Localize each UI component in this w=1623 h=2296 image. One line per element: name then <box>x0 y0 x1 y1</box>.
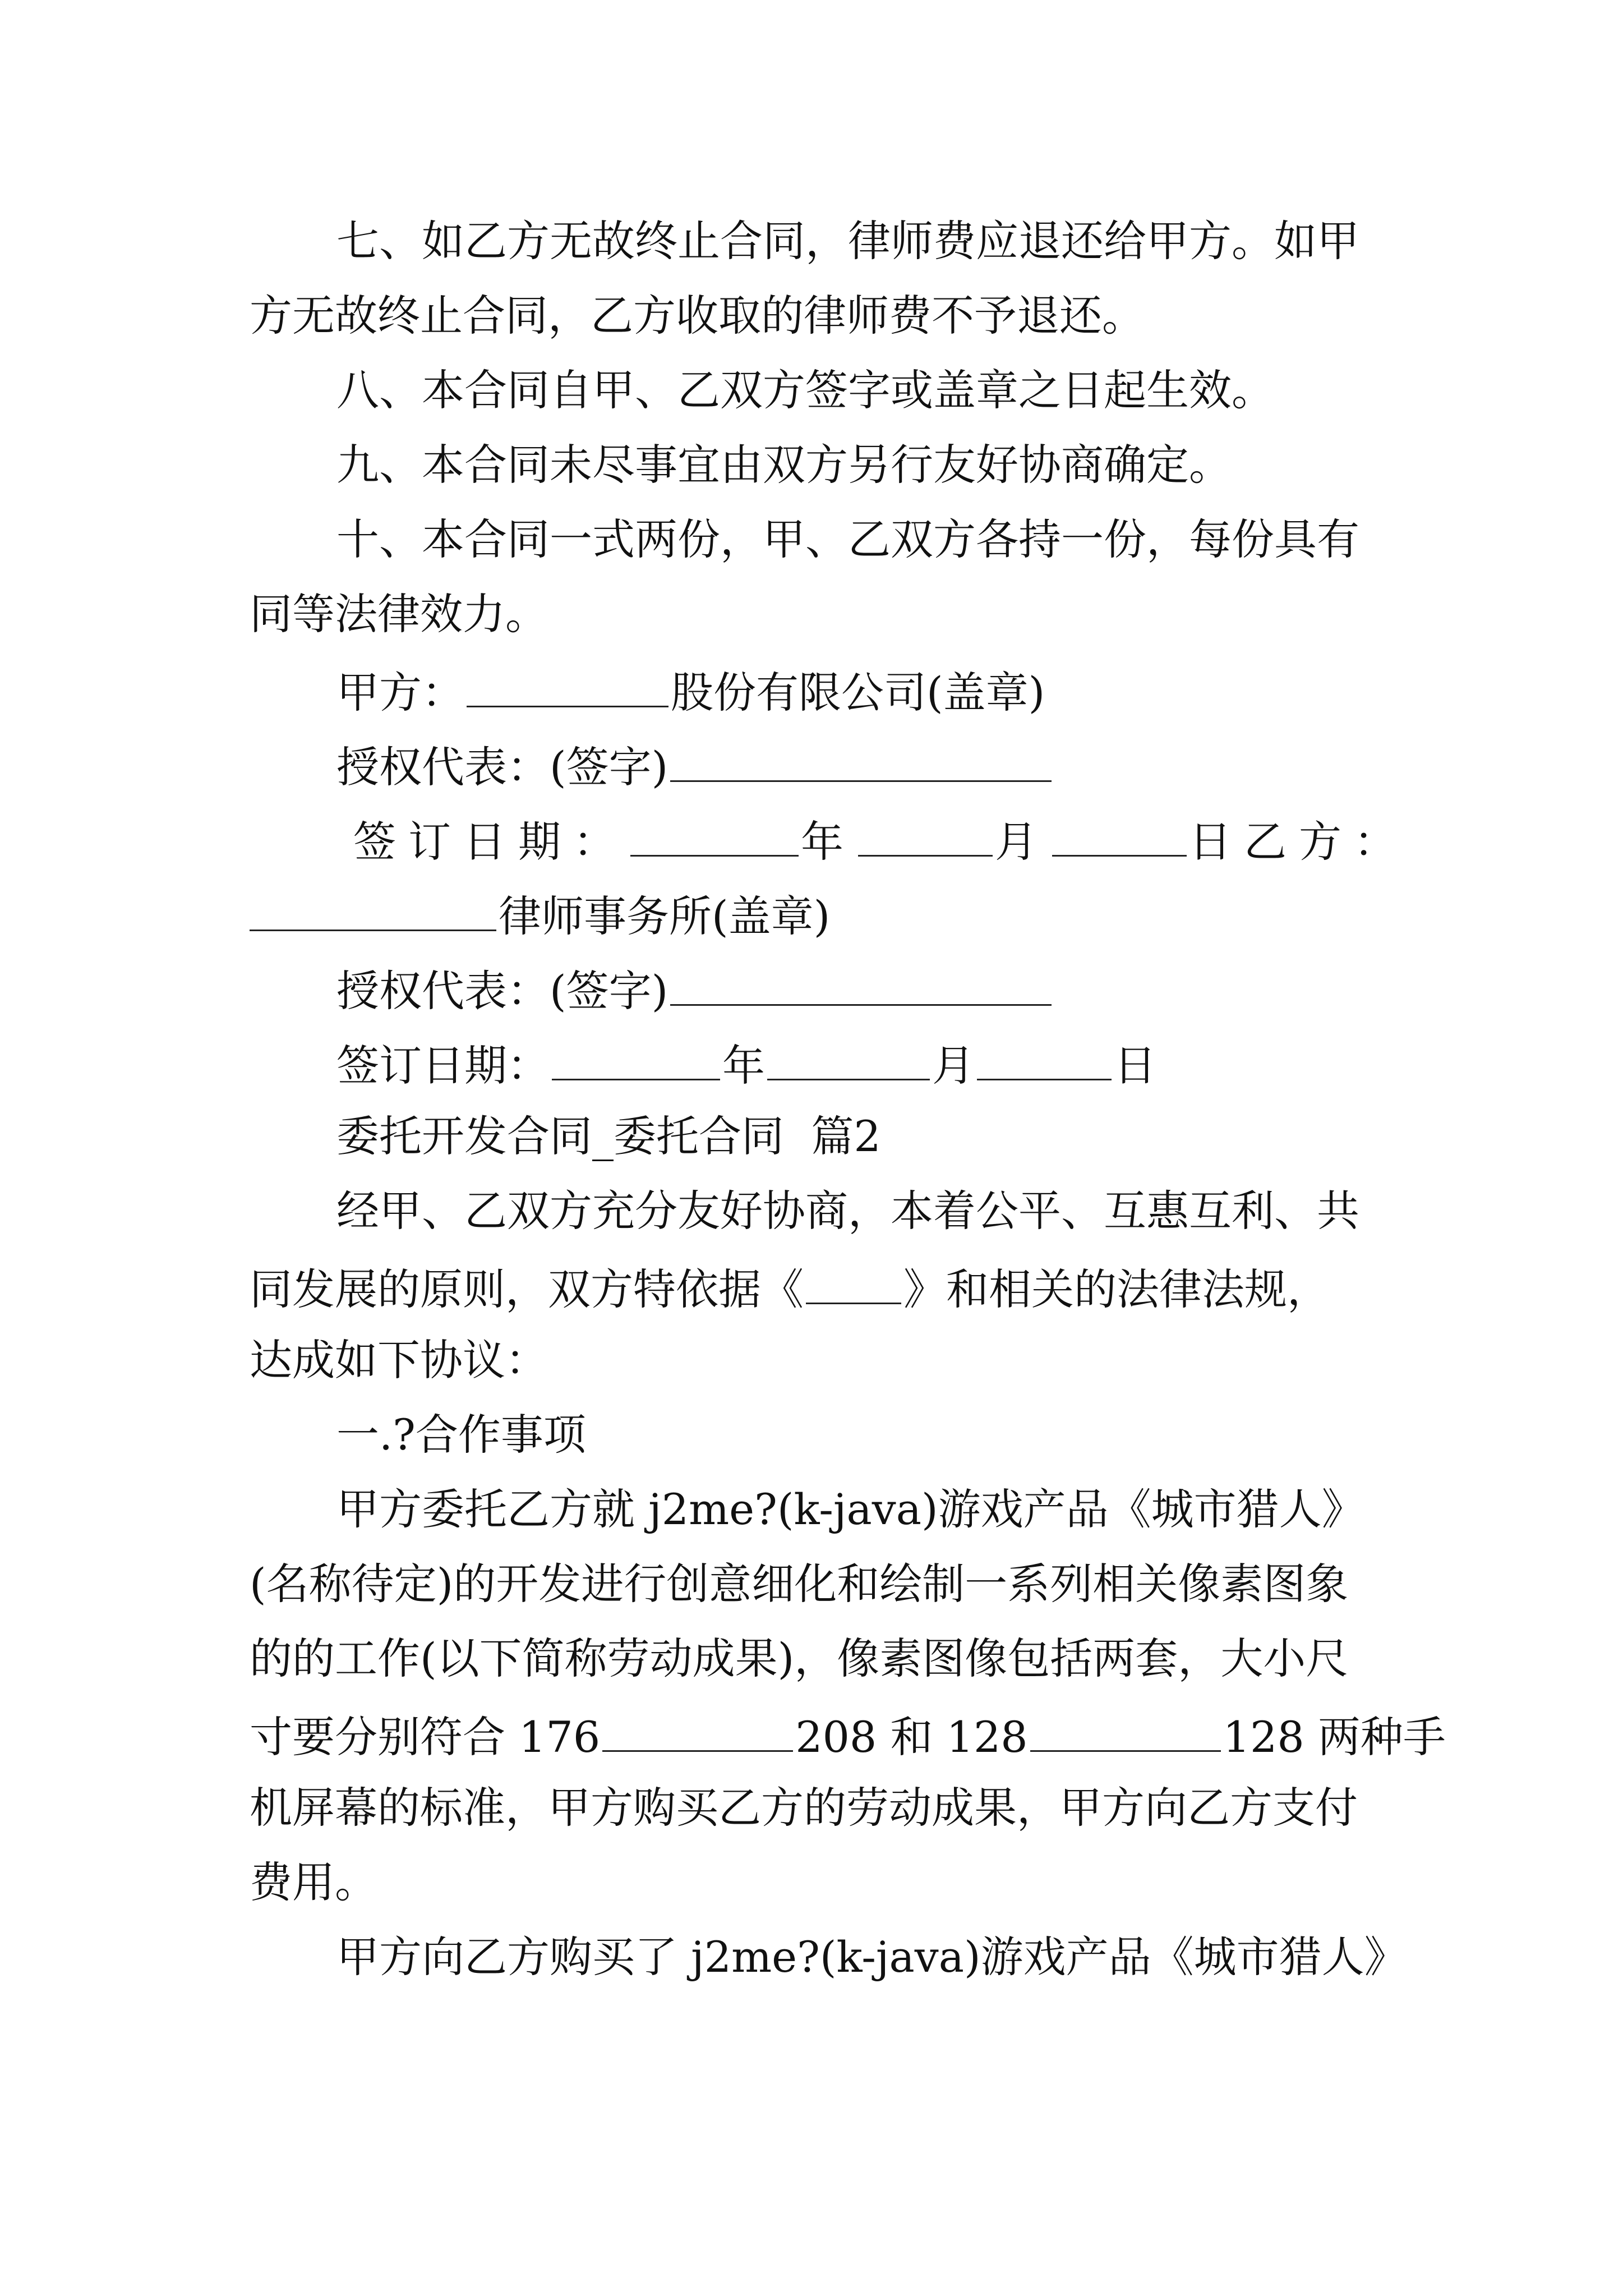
rep-blank-2 <box>670 959 1052 1006</box>
month-2: 月 <box>932 1041 975 1090</box>
year-blank-2 <box>552 1034 720 1080</box>
year-1: 年 <box>801 817 856 866</box>
clause-10-line-2: 同等法律效力。 <box>250 589 548 639</box>
sign-date-label-2: 签订日期： <box>336 1041 550 1090</box>
party-a-line <box>0 661 1623 717</box>
intro-line-2 <box>0 1258 1623 1314</box>
body-line-4 <box>0 1705 1623 1761</box>
party-a-blank <box>467 661 668 707</box>
rep-line-2 <box>0 959 1623 1015</box>
clause-9: 九、本合同未尽事宜由双方另行友好协商确定。 <box>336 440 1232 490</box>
sign-date-line-2 <box>0 1034 1623 1090</box>
clause-7-line-1: 七、如乙方无故终止合同，律师费应退还给甲方。如甲 <box>336 216 1359 266</box>
month-1: 月 <box>995 817 1050 866</box>
body-line-1: 甲方委托乙方就 j2me?(k-java)游戏产品《城市猎人》 <box>336 1484 1364 1534</box>
intro-line-2-start: 同发展的原则，双方特依据《 <box>250 1264 804 1314</box>
heading-cooperation: 一.?合作事项 <box>336 1410 586 1460</box>
year-blank-1 <box>630 810 799 857</box>
day-party-b: 日乙方： <box>1189 817 1409 866</box>
day-blank-2 <box>977 1034 1112 1080</box>
year-2: 年 <box>722 1041 765 1090</box>
body-line-4-c: 128 两种手 <box>1223 1712 1446 1761</box>
size-blank-1 <box>602 1705 793 1752</box>
law-name-blank <box>806 1258 901 1304</box>
rep-line-1 <box>0 735 1623 792</box>
body-line-3: 的的工作(以下简称劳动成果)，像素图像包括两套，大小尺 <box>250 1634 1349 1683</box>
law-firm-blank <box>250 885 496 931</box>
body-line-5: 机屏幕的标准，甲方购买乙方的劳动成果，甲方向乙方支付 <box>250 1783 1358 1833</box>
body-line-7: 甲方向乙方购买了 j2me?(k-java)游戏产品《城市猎人》 <box>336 1932 1407 1982</box>
clause-7-line-2: 方无故终止合同，乙方收取的律师费不予退还。 <box>250 291 1145 341</box>
rep-label-1: 授权代表：(签字) <box>336 742 668 792</box>
clause-8: 八、本合同自甲、乙双方签字或盖章之日起生效。 <box>336 365 1274 415</box>
month-blank-1 <box>858 810 993 857</box>
day-blank-1 <box>1052 810 1187 857</box>
rep-blank-1 <box>670 735 1052 782</box>
intro-line-2-end: 》和相关的法律法规， <box>903 1264 1330 1314</box>
clause-10-line-1: 十、本合同一式两份，甲、乙双方各持一份，每份具有 <box>336 514 1359 564</box>
intro-line-1: 经甲、乙双方充分友好协商，本着公平、互惠互利、共 <box>336 1186 1359 1236</box>
party-a-suffix: 股份有限公司(盖章) <box>671 668 1045 717</box>
party-a-label: 甲方： <box>336 668 464 717</box>
sign-date-label-1: 签订日期： <box>353 817 628 866</box>
month-blank-2 <box>767 1034 930 1080</box>
law-firm-line <box>0 885 1623 941</box>
body-line-2: (名称待定)的开发进行创意细化和绘制一系列相关像素图象 <box>250 1559 1349 1609</box>
body-line-4-b: 208 和 128 <box>795 1712 1028 1761</box>
law-firm-suffix: 律师事务所(盖章) <box>499 891 831 941</box>
intro-line-3: 达成如下协议： <box>250 1335 548 1385</box>
sign-date-line-1 <box>0 810 1623 866</box>
size-blank-2 <box>1030 1705 1221 1752</box>
section-title: 委托开发合同_委托合同 篇2 <box>336 1111 881 1161</box>
day-2: 日 <box>1114 1041 1156 1090</box>
body-line-4-a: 寸要分别符合 176 <box>250 1712 601 1761</box>
rep-label-2: 授权代表：(签字) <box>336 966 668 1015</box>
body-line-6: 费用。 <box>250 1857 377 1907</box>
